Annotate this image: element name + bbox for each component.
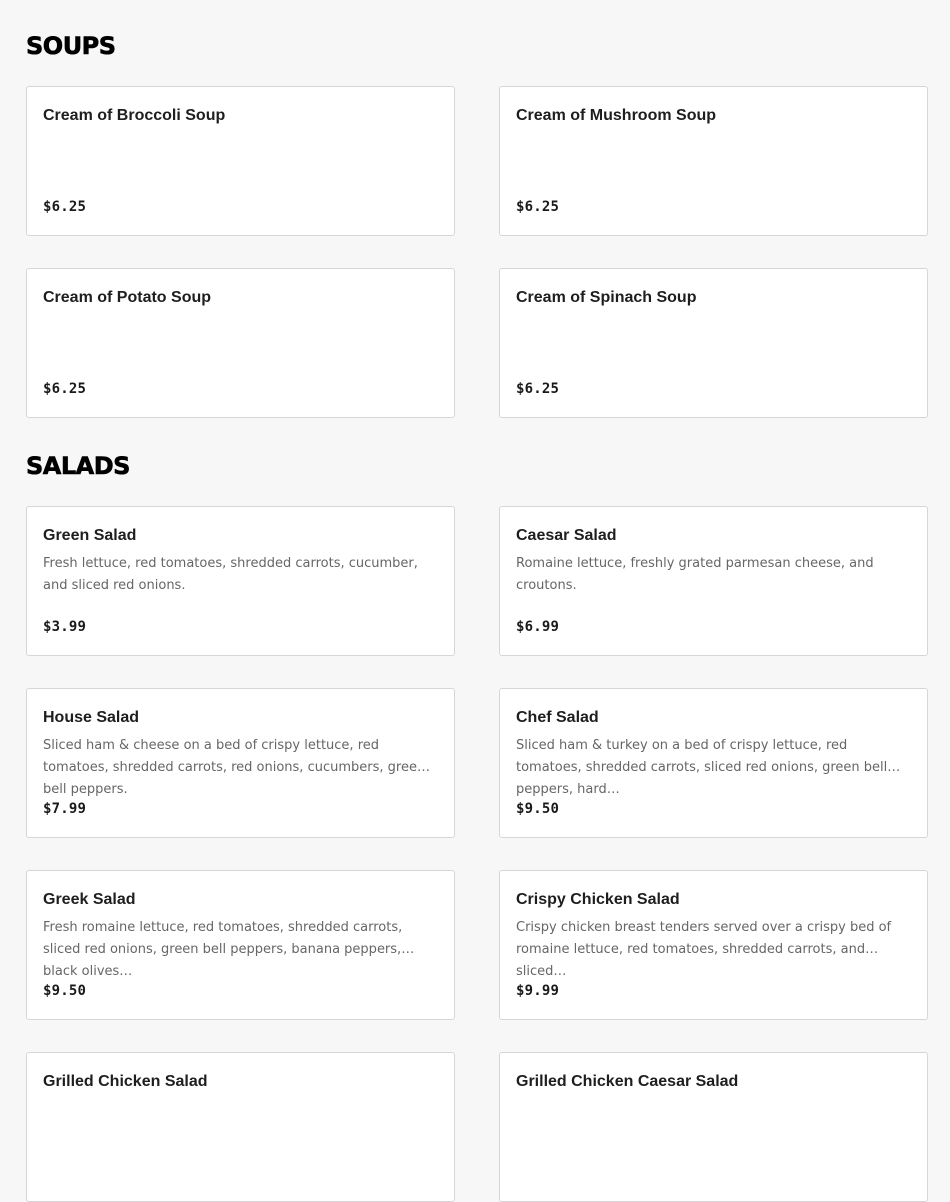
section-title-salads: SALADS — [26, 452, 130, 480]
menu-item-price: $6.25 — [516, 381, 560, 397]
menu-item-price: $6.25 — [43, 381, 87, 397]
menu-item-name: Cream of Mushroom Soup — [516, 107, 717, 124]
menu-item-name: Cream of Spinach Soup — [516, 289, 697, 306]
menu-item-card[interactable] — [26, 870, 455, 1020]
menu-item-card[interactable] — [499, 86, 928, 236]
menu-item-description: Fresh romaine lettuce, red tomatoes, shredded carrots, sliced red onions, green bell peppers, banana peppers, black olives… — [43, 920, 403, 979]
menu-item-price: $7.99 — [43, 801, 87, 817]
soups-grid — [26, 86, 928, 418]
menu-item-name: Crispy Chicken Salad — [516, 891, 680, 908]
menu-item-price: $6.25 — [516, 199, 560, 215]
menu-item-description: Romaine lettuce, freshly grated parmesan cheese, and croutons. — [516, 556, 874, 593]
menu-item-description: Sliced ham & turkey on a bed of crispy lettuce, red tomatoes, shredded carrots, sliced red onions, green bell peppers, hard… — [516, 738, 888, 797]
menu-item-name: Cream of Broccoli Soup — [43, 107, 226, 124]
menu-item-description: Fresh lettuce, red tomatoes, shredded carrots, cucumber, and sliced red onions. — [43, 556, 418, 593]
menu-item-card[interactable] — [26, 86, 455, 236]
salads-grid — [26, 506, 928, 1202]
menu-item-card[interactable] — [26, 268, 455, 418]
menu-item-description: Sliced ham & cheese on a bed of crispy lettuce, red tomatoes, shredded carrots, red onions, cucumbers, green bell peppers. — [43, 738, 426, 797]
menu-item-price: $6.25 — [43, 199, 87, 215]
menu-item-description — [43, 133, 438, 177]
menu-item-name: Cream of Potato Soup — [43, 289, 212, 306]
section-title-soups: SOUPS — [26, 32, 116, 60]
menu-item-card[interactable] — [499, 506, 928, 656]
menu-item-description — [516, 1099, 911, 1143]
menu-item-price: $9.99 — [516, 983, 560, 999]
menu-item-name: Green Salad — [43, 527, 137, 544]
menu-item-description — [43, 315, 438, 359]
menu-item-description: Crispy chicken breast tenders served over a crispy bed of romaine lettuce, red tomatoes, shredded carrots, and sliced… — [516, 920, 892, 979]
menu-item-name: Grilled Chicken Caesar Salad — [516, 1073, 739, 1090]
menu-item-name: Caesar Salad — [516, 527, 617, 544]
menu-item-description — [516, 315, 911, 359]
menu-item-card[interactable] — [499, 688, 928, 838]
menu-item-description — [516, 133, 911, 177]
menu-item-price: $3.99 — [43, 619, 87, 635]
menu-item-card[interactable] — [499, 870, 928, 1020]
menu-item-card[interactable] — [26, 1052, 455, 1202]
menu-item-name: Grilled Chicken Salad — [43, 1073, 208, 1090]
menu-item-price: $9.50 — [516, 801, 560, 817]
menu-item-card[interactable] — [499, 268, 928, 418]
menu-item-card[interactable] — [26, 506, 455, 656]
menu-item-name: Chef Salad — [516, 709, 599, 726]
menu-item-name: Greek Salad — [43, 891, 136, 908]
menu-item-card[interactable] — [26, 688, 455, 838]
menu-item-name: House Salad — [43, 709, 140, 726]
menu-item-price: $6.99 — [516, 619, 560, 635]
menu-item-card[interactable] — [499, 1052, 928, 1202]
menu-item-description — [43, 1099, 438, 1143]
menu-item-price: $9.50 — [43, 983, 87, 999]
